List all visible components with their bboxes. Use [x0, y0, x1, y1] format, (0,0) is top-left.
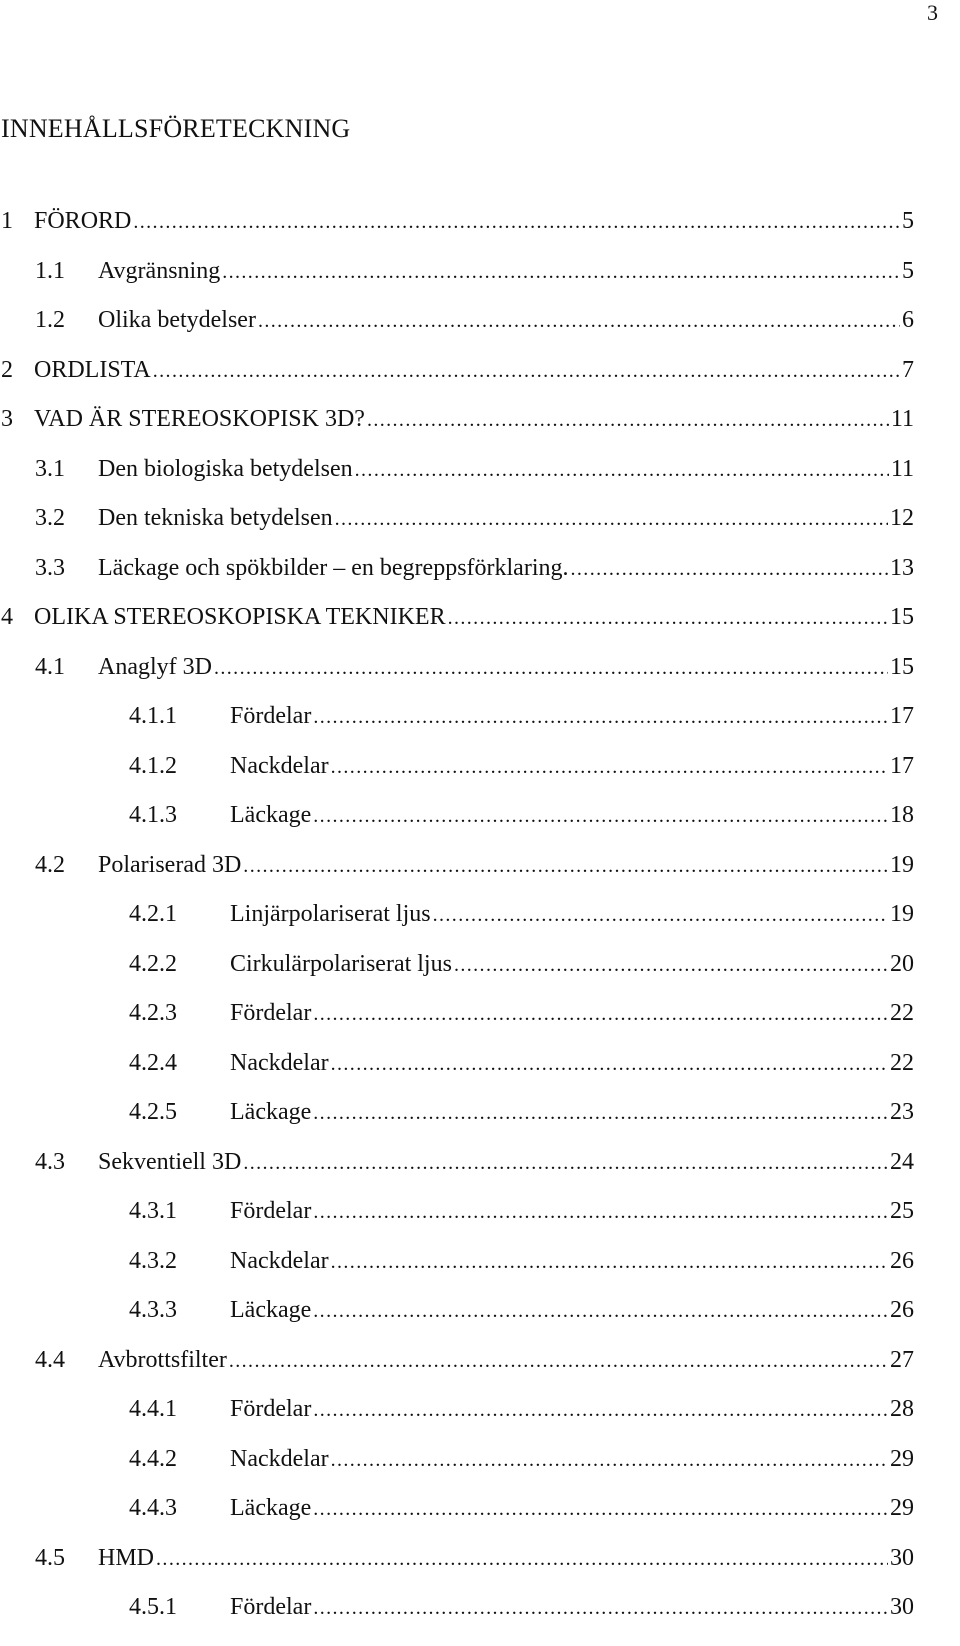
toc-entry[interactable]	[0, 1393, 960, 1443]
toc-entry[interactable]	[0, 1146, 960, 1196]
toc-entry-number: 1	[1, 208, 13, 234]
toc-entry-number: 1.1	[35, 257, 65, 284]
dot-leader	[367, 404, 889, 436]
toc-entry-row	[34, 205, 914, 238]
dot-leader	[355, 454, 889, 486]
toc-entry-page: 17	[890, 752, 914, 779]
dot-leader	[258, 305, 900, 337]
toc-entry-page: 27	[890, 1346, 914, 1373]
dot-leader	[313, 1592, 888, 1624]
toc-entry-number: 4.1	[35, 653, 65, 680]
toc-entry[interactable]	[0, 205, 960, 255]
toc-entry-label: Fördelar	[230, 1594, 312, 1620]
toc-entry-label: Nackdelar	[230, 1445, 329, 1472]
toc-entry-number: 3.2	[35, 505, 65, 531]
dot-leader	[243, 850, 888, 882]
toc-entry-label: Läckage	[230, 1297, 312, 1323]
toc-entry-row	[230, 1047, 914, 1080]
toc-entry-row	[98, 453, 914, 486]
toc-entry[interactable]	[0, 1542, 960, 1592]
dot-leader	[313, 701, 888, 733]
dot-leader	[448, 602, 888, 634]
toc-entry-page: 26	[890, 1247, 914, 1274]
toc-entry-label: Fördelar	[230, 1396, 312, 1422]
dot-leader	[222, 256, 900, 288]
toc-entry-row	[230, 1096, 914, 1129]
toc-entry-page: 28	[890, 1396, 914, 1422]
toc-entry[interactable]	[0, 1245, 960, 1295]
dot-leader	[331, 1048, 888, 1080]
toc-entry-page: 23	[890, 1099, 914, 1125]
toc-entry-label: VAD ÄR STEREOSKOPISK 3D?	[34, 406, 365, 432]
dot-leader	[229, 1345, 888, 1377]
toc-entry[interactable]	[0, 601, 960, 651]
toc-entry-page: 7	[902, 356, 914, 383]
toc-entry-number: 4.3	[35, 1148, 65, 1175]
toc-entry-row	[230, 997, 914, 1030]
toc-entry[interactable]	[0, 255, 960, 305]
toc-entry-number: 4.5	[35, 1544, 65, 1571]
dot-leader	[454, 949, 888, 981]
toc-entry-number: 1.2	[35, 307, 65, 333]
toc-entry-page: 5	[902, 257, 914, 284]
toc-entry-row	[230, 948, 914, 981]
toc-entry-page: 29	[890, 1495, 914, 1521]
toc-entry-label: Den tekniska betydelsen	[98, 505, 333, 531]
toc-entry-number: 4.2	[35, 851, 65, 878]
toc-entry-number: 4.3.2	[129, 1247, 177, 1274]
toc-entry-label: Den biologiska betydelsen	[98, 455, 353, 482]
toc-entry-page: 19	[890, 901, 914, 927]
toc-entry-row	[230, 1294, 914, 1327]
toc-entry-row	[34, 354, 914, 387]
toc-entry[interactable]	[0, 1443, 960, 1493]
toc-entry-number: 3	[1, 406, 13, 432]
toc-entry-row	[98, 1344, 914, 1377]
toc-entry-label: Avbrottsfilter	[98, 1346, 227, 1373]
toc-entry-label: Polariserad 3D	[98, 851, 242, 878]
toc-entry[interactable]	[0, 651, 960, 701]
toc-entry-row	[230, 750, 914, 783]
toc-entry[interactable]	[0, 552, 960, 602]
toc-entry-label: HMD	[98, 1544, 155, 1571]
toc-entry-label: Cirkulärpolariserat ljus	[230, 950, 452, 977]
toc-entry-label: Fördelar	[230, 1000, 312, 1026]
toc-entry[interactable]	[0, 849, 960, 899]
toc-entry-label: Läckage	[230, 1495, 312, 1521]
page-number: 3	[927, 0, 938, 25]
toc-entry-label: Nackdelar	[230, 1049, 329, 1076]
toc-entry-row	[98, 304, 914, 337]
toc-entry-page: 12	[890, 505, 914, 531]
toc-entry[interactable]	[0, 1294, 960, 1344]
toc-entry-page: 30	[890, 1544, 914, 1571]
toc-entry[interactable]	[0, 898, 960, 948]
toc-entry[interactable]	[0, 403, 960, 453]
toc-entry-row	[230, 1195, 914, 1228]
toc-entry-row	[98, 255, 914, 288]
toc-entry-label: Nackdelar	[230, 1247, 329, 1274]
toc-entry-row	[230, 1443, 914, 1476]
toc-entry-page: 24	[890, 1148, 914, 1175]
toc-entry-number: 4.2.3	[129, 1000, 177, 1026]
toc-entry-number: 4.2.2	[129, 950, 177, 977]
toc-entry[interactable]	[0, 700, 960, 750]
toc-entry-number: 2	[1, 356, 13, 383]
toc-entry-number: 4.5.1	[129, 1594, 177, 1620]
toc-entry-row	[230, 1591, 914, 1624]
dot-leader	[313, 1097, 888, 1129]
toc-entry-label: Nackdelar	[230, 752, 329, 779]
dot-leader	[313, 800, 888, 832]
toc-entry-page: 25	[890, 1198, 914, 1224]
toc-entry-page: 11	[890, 406, 914, 432]
toc-entry-number: 4.1.2	[129, 752, 177, 779]
dot-leader	[313, 998, 888, 1030]
toc-entry-page: 18	[890, 802, 914, 828]
toc-entry-number: 4.1.3	[129, 802, 177, 828]
dot-leader	[313, 1196, 888, 1228]
toc-entry-label: Läckage och spökbilder – en begreppsförklaring.	[98, 554, 569, 581]
toc-entry-label: FÖRORD	[34, 208, 132, 234]
toc-entry-number: 4.2.4	[129, 1049, 177, 1076]
toc-entry-page: 22	[890, 1000, 914, 1026]
dot-leader	[433, 899, 888, 931]
toc-entry-label: Sekventiell 3D	[98, 1148, 242, 1175]
toc-entry-row	[230, 1245, 914, 1278]
toc-entry-number: 3.1	[35, 455, 65, 482]
toc-entry-label: Avgränsning	[98, 257, 221, 284]
toc-entry-page: 20	[890, 950, 914, 977]
toc-entry-number: 4.3.1	[129, 1198, 177, 1224]
toc-entry-number: 4.4.2	[129, 1445, 177, 1472]
toc-entry-row	[98, 552, 914, 585]
toc-entry-number: 4.1.1	[129, 703, 177, 729]
toc-entry-row	[230, 898, 914, 931]
toc-entry-row	[98, 502, 914, 535]
toc-entry-page: 30	[890, 1594, 914, 1620]
toc-entry-label: Olika betydelser	[98, 307, 256, 333]
toc-entry[interactable]	[0, 948, 960, 998]
toc-entry-label: Läckage	[230, 1099, 312, 1125]
toc-entry-row	[98, 1146, 914, 1179]
toc-entry-row	[98, 1542, 914, 1575]
toc-entry-row	[230, 1393, 914, 1426]
dot-leader	[133, 206, 900, 238]
dot-leader	[571, 553, 889, 585]
toc-entry-label: Anaglyf 3D	[98, 653, 212, 680]
dot-leader	[331, 1246, 888, 1278]
dot-leader	[214, 652, 888, 684]
toc-entry[interactable]	[0, 1492, 960, 1542]
toc-entry-number: 4.3.3	[129, 1297, 177, 1323]
toc-entry[interactable]	[0, 997, 960, 1047]
toc-entry[interactable]	[0, 1047, 960, 1097]
table-of-contents	[0, 205, 960, 1641]
toc-entry-number: 4.4	[35, 1346, 65, 1373]
toc-entry[interactable]	[0, 1591, 960, 1641]
dot-leader	[156, 1543, 888, 1575]
toc-entry-page: 11	[890, 455, 914, 482]
toc-entry-page: 5	[902, 208, 914, 234]
toc-entry-row	[98, 651, 914, 684]
toc-entry-row	[34, 601, 914, 634]
dot-leader	[153, 355, 900, 387]
toc-entry[interactable]	[0, 502, 960, 552]
toc-entry-label: Fördelar	[230, 703, 312, 729]
toc-entry[interactable]	[0, 799, 960, 849]
dot-leader	[313, 1394, 888, 1426]
toc-entry[interactable]	[0, 1195, 960, 1245]
toc-entry-page: 15	[890, 604, 914, 630]
dot-leader	[335, 503, 888, 535]
toc-entry-label: Läckage	[230, 802, 312, 828]
toc-entry[interactable]	[0, 1344, 960, 1394]
toc-entry-number: 3.3	[35, 554, 65, 581]
toc-entry-label: Fördelar	[230, 1198, 312, 1224]
toc-entry-page: 22	[890, 1049, 914, 1076]
toc-entry-page: 13	[890, 554, 914, 581]
toc-entry-number: 4.4.3	[129, 1495, 177, 1521]
toc-entry-page: 6	[902, 307, 914, 333]
toc-entry-row	[98, 849, 914, 882]
dot-leader	[331, 751, 888, 783]
toc-entry-row	[230, 799, 914, 832]
toc-entry-page: 15	[890, 653, 914, 680]
dot-leader	[313, 1295, 888, 1327]
toc-entry-number: 4	[1, 604, 13, 630]
toc-entry-label: Linjärpolariserat ljus	[230, 901, 431, 927]
toc-entry[interactable]	[0, 1096, 960, 1146]
toc-entry-row	[230, 700, 914, 733]
dot-leader	[243, 1147, 888, 1179]
toc-entry-page: 19	[890, 851, 914, 878]
toc-entry[interactable]	[0, 304, 960, 354]
toc-entry-number: 4.2.1	[129, 901, 177, 927]
dot-leader	[313, 1493, 888, 1525]
toc-entry[interactable]	[0, 453, 960, 503]
toc-entry-label: ORDLISTA	[34, 356, 151, 383]
toc-entry-page: 26	[890, 1297, 914, 1323]
toc-entry-number: 4.2.5	[129, 1099, 177, 1125]
toc-entry[interactable]	[0, 354, 960, 404]
toc-entry-number: 4.4.1	[129, 1396, 177, 1422]
toc-entry-page: 17	[890, 703, 914, 729]
toc-entry-row	[230, 1492, 914, 1525]
toc-entry-row	[34, 403, 914, 436]
toc-entry-label: OLIKA STEREOSKOPISKA TEKNIKER	[34, 604, 446, 630]
toc-entry-page: 29	[890, 1445, 914, 1472]
toc-title: INNEHÅLLSFÖRETECKNING	[1, 114, 351, 143]
toc-entry[interactable]	[0, 750, 960, 800]
dot-leader	[331, 1444, 888, 1476]
